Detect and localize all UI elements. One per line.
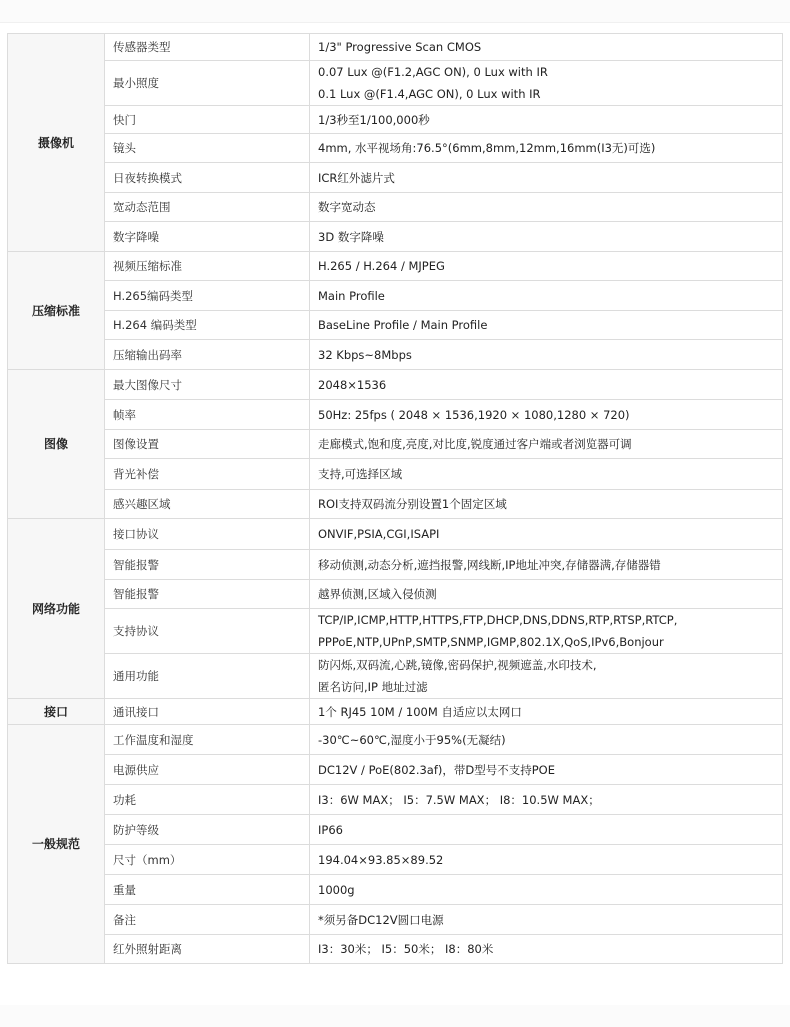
table-row [8, 281, 783, 311]
spec-value-line: PPPoE,NTP,UPnP,SMTP,SNMP,IGMP,802.1X,QoS,IPv6,Bonjour [318, 635, 664, 649]
spec-value [310, 550, 783, 580]
spec-value [310, 580, 783, 609]
spec-value [310, 725, 783, 755]
spec-label: 镜头 [105, 134, 310, 163]
spec-value [310, 935, 783, 964]
spec-value [310, 875, 783, 905]
table-row [8, 609, 783, 654]
spec-value [310, 106, 783, 134]
spec-label: 数字降噪 [105, 222, 310, 252]
spec-value-line: 数字宽动态 [318, 200, 376, 214]
category-cell: 网络功能 [8, 519, 105, 699]
table-row [8, 699, 783, 725]
spec-value-line: ROI支持双码流分别设置1个固定区域 [318, 497, 507, 511]
table-row [8, 755, 783, 785]
spec-value [310, 281, 783, 311]
spec-label: 红外照射距离 [105, 935, 310, 964]
table-row [8, 815, 783, 845]
spec-value-line: TCP/IP,ICMP,HTTP,HTTPS,FTP,DHCP,DNS,DDNS,RTP,RTSP,RTCP, [318, 613, 678, 627]
spec-value-line: 0.1 Lux @(F1.4,AGC ON), 0 Lux with IR [318, 87, 541, 101]
spec-value-line: 3D 数字降噪 [318, 229, 384, 244]
category-cell: 接口 [8, 699, 105, 725]
spec-value [310, 609, 783, 654]
table-row [8, 34, 783, 61]
spec-value-line: H.265 / H.264 / MJPEG [318, 259, 445, 273]
spec-label: 帧率 [105, 400, 310, 430]
spec-value-line: *须另备DC12V圆口电源 [318, 912, 444, 927]
table-row [8, 459, 783, 490]
spec-label: 通讯接口 [105, 699, 310, 725]
spec-value [310, 755, 783, 785]
spec-value-line: I3：30米； I5：50米； I8：80米 [318, 942, 494, 956]
table-row [8, 935, 783, 964]
spec-value-line: 4mm, 水平视场角:76.5°(6mm,8mm,12mm,16mm(I3无)可选) [318, 141, 656, 155]
spec-label: H.265编码类型 [105, 281, 310, 311]
spec-label: 压缩输出码率 [105, 340, 310, 370]
spec-value [310, 193, 783, 222]
spec-label: 快门 [105, 106, 310, 134]
spec-label: 背光补偿 [105, 459, 310, 490]
spec-value-line: Main Profile [318, 288, 385, 303]
spec-label: 智能报警 [105, 580, 310, 609]
spec-value-line: 194.04×93.85×89.52 [318, 852, 444, 867]
spec-value [310, 815, 783, 845]
table-row [8, 193, 783, 222]
spec-label: 通用功能 [105, 654, 310, 699]
spec-table [7, 33, 783, 964]
spec-value-line: 1个 RJ45 10M / 100M 自适应以太网口 [318, 704, 522, 719]
category-cell: 摄像机 [8, 34, 105, 252]
spec-label: 备注 [105, 905, 310, 935]
spec-value [310, 490, 783, 519]
spec-value-line: 50Hz: 25fps ( 2048 × 1536,1920 × 1080,1280 × 720) [318, 407, 630, 422]
spec-label: 功耗 [105, 785, 310, 815]
spec-value [310, 134, 783, 163]
spec-value-line: ONVIF,PSIA,CGI,ISAPI [318, 527, 440, 541]
table-row [8, 845, 783, 875]
spec-label: 重量 [105, 875, 310, 905]
table-row [8, 725, 783, 755]
spec-value-line: 移动侦测,动态分析,遮挡报警,网线断,IP地址冲突,存储器满,存储器错 [318, 557, 661, 572]
table-row [8, 370, 783, 400]
spec-value-line: 防闪烁,双码流,心跳,镜像,密码保护,视频遮盖,水印技术, [318, 658, 597, 672]
spec-value-line: ICR红外滤片式 [318, 170, 395, 185]
table-row [8, 654, 783, 699]
table-row [8, 134, 783, 163]
table-row [8, 311, 783, 340]
table-row [8, 163, 783, 193]
table-row [8, 490, 783, 519]
table-row [8, 550, 783, 580]
spec-value-line: 匿名访问,IP 地址过滤 [318, 680, 428, 694]
bottom-band [0, 1005, 790, 1027]
spec-value [310, 785, 783, 815]
spec-label: 最大图像尺寸 [105, 370, 310, 400]
spec-table-body [8, 34, 783, 964]
spec-label: 支持协议 [105, 609, 310, 654]
spec-label: 最小照度 [105, 61, 310, 106]
table-row [8, 785, 783, 815]
spec-value-line: 支持,可选择区域 [318, 467, 403, 481]
spec-label: 智能报警 [105, 550, 310, 580]
table-row [8, 61, 783, 106]
spec-value [310, 340, 783, 370]
spec-value [310, 34, 783, 61]
spec-label: 接口协议 [105, 519, 310, 550]
spec-value-line: 1000g [318, 882, 355, 897]
table-row [8, 580, 783, 609]
spec-value-line: -30℃~60℃,湿度小于95%(无凝结) [318, 732, 506, 747]
category-cell: 压缩标准 [8, 252, 105, 370]
spec-label: 感兴趣区域 [105, 490, 310, 519]
table-row [8, 519, 783, 550]
spec-value [310, 370, 783, 400]
spec-value [310, 654, 783, 699]
spec-label: 日夜转换模式 [105, 163, 310, 193]
spec-value-line: 0.07 Lux @(F1.2,AGC ON), 0 Lux with IR [318, 65, 548, 79]
spec-value [310, 699, 783, 725]
spec-value [310, 905, 783, 935]
spec-value [310, 845, 783, 875]
spec-value [310, 430, 783, 459]
category-cell: 一般规范 [8, 725, 105, 964]
spec-value-line: IP66 [318, 822, 343, 837]
spec-label: 电源供应 [105, 755, 310, 785]
spec-value [310, 61, 783, 106]
table-row [8, 400, 783, 430]
top-band [0, 0, 790, 23]
spec-value [310, 163, 783, 193]
spec-value-line: 1/3秒至1/100,000秒 [318, 112, 430, 127]
table-row [8, 252, 783, 281]
spec-value [310, 459, 783, 490]
spec-value [310, 252, 783, 281]
spec-value-line: 32 Kbps~8Mbps [318, 347, 412, 362]
table-row [8, 905, 783, 935]
spec-label: 传感器类型 [105, 34, 310, 61]
spec-value [310, 222, 783, 252]
spec-value-line: I3：6W MAX； I5：7.5W MAX； I8：10.5W MAX； [318, 792, 600, 807]
table-row [8, 106, 783, 134]
category-cell: 图像 [8, 370, 105, 519]
spec-label: 防护等级 [105, 815, 310, 845]
spec-label: 视频压缩标准 [105, 252, 310, 281]
spec-label: 宽动态范围 [105, 193, 310, 222]
spec-value-line: 走廊模式,饱和度,亮度,对比度,锐度通过客户端或者浏览器可调 [318, 437, 632, 451]
table-row [8, 222, 783, 252]
table-row [8, 430, 783, 459]
spec-label: 尺寸（mm） [105, 845, 310, 875]
spec-value-line: BaseLine Profile / Main Profile [318, 318, 488, 332]
spec-value-line: 2048×1536 [318, 377, 387, 392]
spec-value-line: 1/3" Progressive Scan CMOS [318, 40, 482, 54]
spec-value [310, 519, 783, 550]
spec-value-line: 越界侦测,区域入侵侦测 [318, 587, 437, 601]
spec-value-line: DC12V / PoE(802.3af)，带D型号不支持POE [318, 762, 555, 777]
spec-value [310, 400, 783, 430]
table-row [8, 875, 783, 905]
spec-value [310, 311, 783, 340]
spec-label: H.264 编码类型 [105, 311, 310, 340]
table-row [8, 340, 783, 370]
spec-label: 工作温度和湿度 [105, 725, 310, 755]
spec-label: 图像设置 [105, 430, 310, 459]
